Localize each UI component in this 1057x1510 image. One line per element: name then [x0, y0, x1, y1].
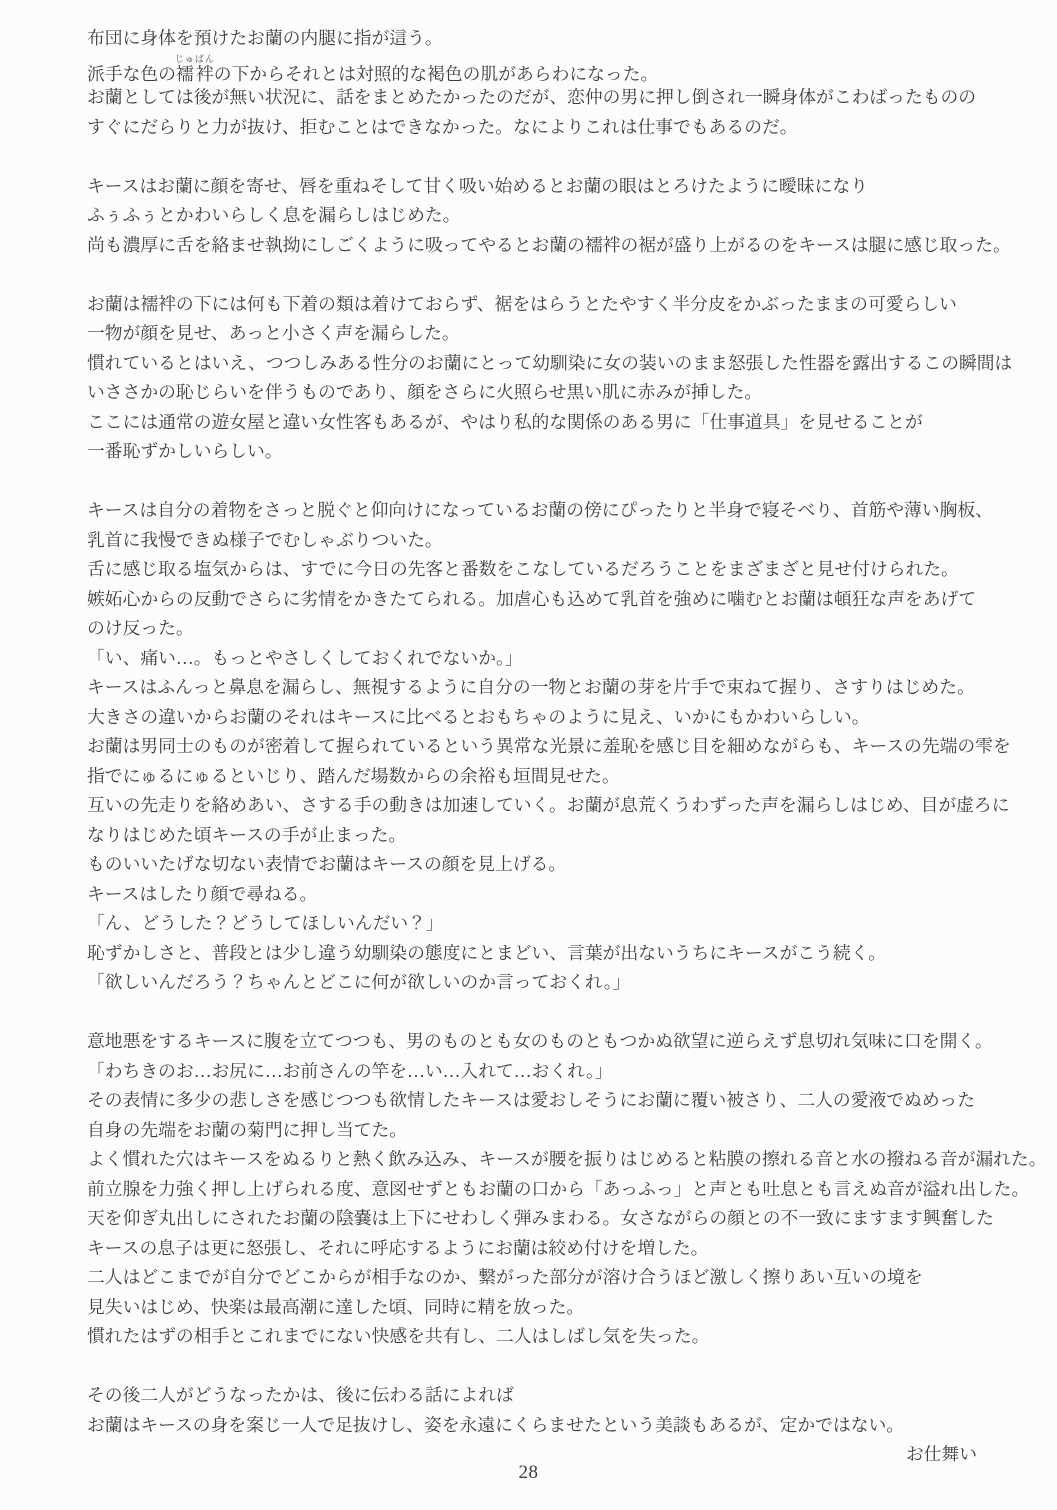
page-text	[87, 24, 1049, 1470]
text-line: 「い、痛い…。もっとやさしくしておくれでないか。」	[87, 647, 523, 668]
text-line: 「欲しいんだろう？ちゃんとどこに何が欲しいのか言っておくれ。」	[87, 972, 631, 992]
text-line: ふぅふぅとかわいらしく息を漏らしはじめた。	[87, 205, 461, 225]
text-line: 意地悪をするキースに腹を立てつつも、男のものとも女のものともつかぬ欲望に逆らえず息切れ気味に口を開く。	[87, 1031, 993, 1051]
text-line: 見失いはじめ、快楽は最高潮に達した頃、同時に精を放った。	[87, 1296, 585, 1317]
text-line: 尚も濃厚に舌を絡ませ執拗にしごくように吸ってやるとお蘭の襦袢の裾が盛り上がるのをキースは腿に感じ取った。	[87, 234, 1011, 255]
text-line: 二人はどこまでが自分でどこからが相手なのか、繋がった部分が溶け合うほど激しく擦りあい互いの境を	[87, 1267, 923, 1287]
text-line: その表情に多少の悲しさを感じつつも欲情したキースは愛おしそうにお蘭に覆い被さり、二人の愛液でぬめった	[87, 1090, 975, 1110]
text-line: 慣れたはずの相手とこれまでにない快感を共有し、二人はしばし気を失った。	[87, 1326, 710, 1346]
text-line: 「わちきのお…お尻に…お前さんの竿を…い…入れて…おくれ。」	[87, 1060, 613, 1081]
text-line: お蘭は襦袢の下には何も下着の類は着けておらず、裾をはらうとたやすく半分皮をかぶったままの可愛らしい	[87, 293, 957, 314]
text-line: キースは自分の着物をさっと脱ぐと仰向けになっているお蘭の傍にぴったりと半身で寝そべり、首筋や薄い胸板、	[87, 500, 993, 520]
text-line: 前立腺を力強く押し上げられる度、意図せずともお蘭の口から「あっふっ」と声とも吐息とも言えぬ音が溢れ出した。	[87, 1178, 1030, 1199]
text-line: すぐにだらりと力が抜け、拒むことはできなかった。なによりこれは仕事でもあるのだ。	[87, 116, 798, 137]
text-line: 天を仰ぎ丸出しにされたお蘭の陰嚢は上下にせわしく弾みまわる。女さながらの顔との不一致にますます興奮した	[87, 1208, 994, 1228]
text-line: キースの息子は更に怒張し、それに呼応するようにお蘭は絞め付けを増した。	[87, 1237, 709, 1258]
text-line: キースはお蘭に顔を寄せ、唇を重ねそして甘く吸い始めるとお蘭の眼はとろけたように曖昧になり	[87, 175, 868, 196]
text-line: ここには通常の遊女屋と違い女性客もあるが、やはり私的な関係のある男に「仕事道具」を見せることが	[87, 411, 923, 432]
text-line: お蘭は男同士のものが密着して握られているという異常な光景に羞恥を感じ目を細めながらも、キースの先端の雫を	[87, 736, 1011, 756]
blank-line	[87, 260, 1049, 290]
text-line: お蘭はキースの身を案じ一人で足抜けし、姿を永遠にくらませたという美談もあるが、定かではない。	[87, 1414, 905, 1435]
text-line: よく慣れた穴はキースをぬるりと熱く飲み込み、キースが腰を振りはじめると粘膜の擦れる音と水の撥ねる音が漏れた。	[87, 1149, 1047, 1169]
text-line: キースはしたり顔で尋ねる。	[87, 883, 318, 904]
page-number: 28	[518, 1462, 539, 1483]
text-line: 指でにゅるにゅるといじり、踏んだ場数からの余裕も垣間見せた。	[87, 765, 620, 786]
text-line: キースはふんっと鼻息を漏らし、無視するように自分の一物とお蘭の芽を片手で束ねて握り、さすりはじめた。	[87, 677, 975, 697]
blank-line	[87, 998, 1049, 1028]
text-line: 慣れているとはいえ、つつしみある性分のお蘭にとって幼馴染に女の装いのまま怒張した性器を露出するこの瞬間は	[87, 352, 1013, 373]
text-line: なりはじめた頃キースの手が止まった。	[87, 824, 407, 845]
blank-line	[87, 1352, 1049, 1382]
text-line: その後二人がどうなったかは、後に伝わる話によれば	[87, 1385, 514, 1405]
text-line: いささかの恥じらいを伴うものであり、顔をさらに火照らせ黒い肌に赤みが挿した。	[87, 382, 763, 402]
text-line: 派手な色の襦袢じゅばんの下からそれとは対照的な褐色の肌があらわになった。	[87, 53, 659, 84]
text-line: 自身の先端をお蘭の菊門に押し当てた。	[87, 1119, 408, 1140]
text-line: 一番恥ずかしいらしい。	[87, 441, 283, 461]
text-line: お仕舞い	[905, 1444, 977, 1464]
text-line: 嫉妬心からの反動でさらに劣情をかきたてられる。加虐心も込めて乳首を強めに噛むとお蘭は頓狂な声をあげて	[87, 588, 977, 609]
text-line: 一物が顔を見せ、あっと小さく声を漏らした。	[87, 323, 460, 343]
text-line: お蘭としては後が無い状況に、話をまとめたかったのだが、恋仲の男に押し倒され一瞬身体がこわばったものの	[87, 87, 977, 107]
text-line: のけ反った。	[87, 618, 194, 638]
blank-line	[87, 142, 1049, 172]
ruby-annotated-word: 襦袢じゅばん	[174, 53, 215, 84]
text-line: ものいいたげな切ない表情でお蘭はキースの顔を見上げる。	[87, 854, 567, 874]
text-line: 乳首に我慢できぬ様子でむしゃぶりついた。	[87, 529, 443, 550]
blank-line	[87, 467, 1049, 497]
text-line: 大きさの違いからお蘭のそれはキースに比べるとおもちゃのように見え、いかにもかわいらしい。	[87, 706, 870, 727]
text-line: 布団に身体を預けたお蘭の内腿に指が這う。	[87, 28, 443, 48]
text-line: 「ん、どうした？どうしてほしいんだい？」	[87, 913, 444, 933]
text-line: 恥ずかしさと、普段とは少し違う幼馴染の態度にとまどい、言葉が出ないうちにキースがこう続く。	[87, 942, 886, 963]
text-line: 互いの先走りを絡めあい、さする手の動きは加速していく。お蘭が息荒くうわずった声を漏らしはじめ、目が虚ろに	[87, 795, 1010, 815]
text-line: 舌に感じ取る塩気からは、すでに今日の先客と番数をこなしているだろうことをまざまざと見せ付けられた。	[87, 559, 959, 579]
